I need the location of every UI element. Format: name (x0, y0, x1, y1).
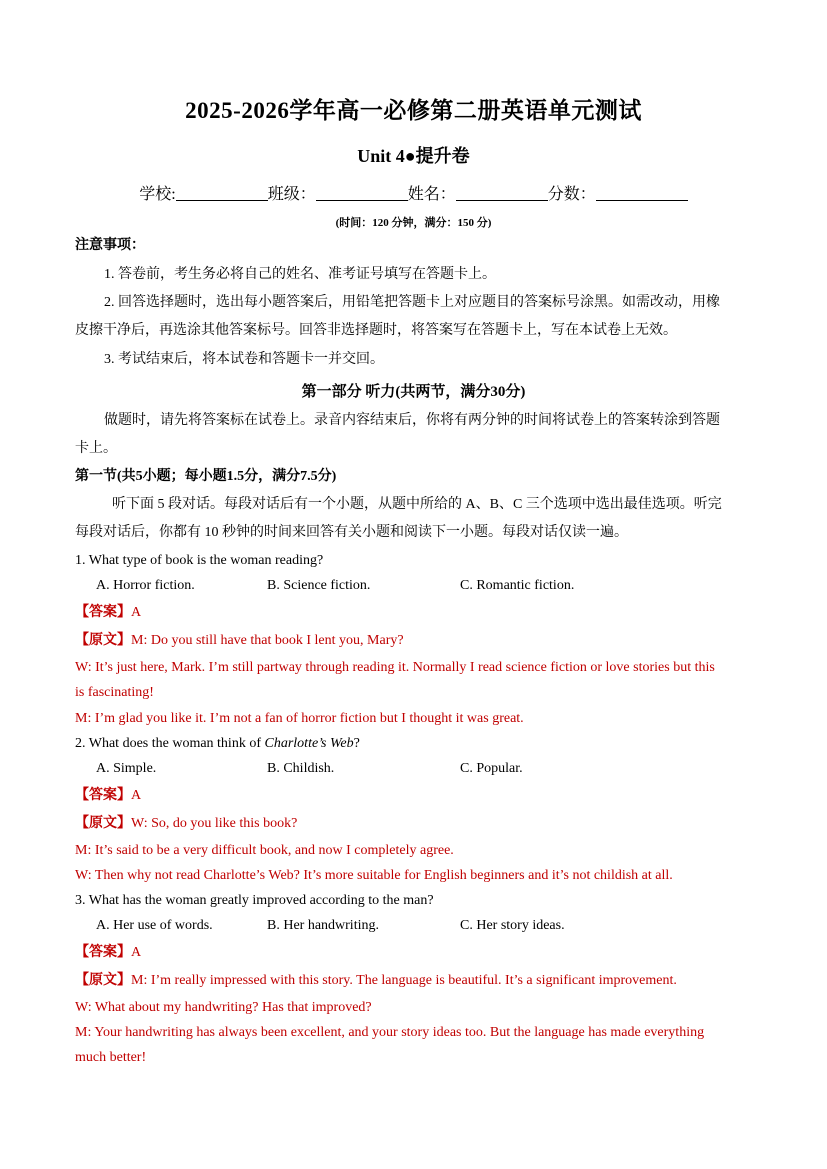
question-1-transcript-line-1 (75, 631, 753, 651)
time-limit: (时间：120 分钟，满分：150 分) (335, 217, 492, 229)
question-3-transcript-line-2: W: What about my handwriting? Has that improved? (75, 1000, 372, 1015)
question-2-answer (75, 786, 753, 806)
notes-item-2-line-1: 2. 回答选择题时，选出每小题答案后，用铅笔把答题卡上对应题目的答案标号涂黑。如需改动，用橡 (104, 295, 720, 310)
student-info-row (0, 181, 827, 204)
question-1-transcript-line-3: is fascinating! (75, 685, 154, 700)
question-2-transcript-line-1 (75, 814, 753, 834)
question-1-answer (75, 603, 753, 623)
answer-label: 【答案】 (75, 788, 131, 803)
transcript-text: W: So, do you like this book? (131, 816, 298, 831)
section1-instruction-line-1: 听下面 5 段对话。每段对话后有一个小题，从题中所给的 A、B、C 三个选项中选出最佳选项。听完 (112, 497, 722, 512)
part1-heading: 第一部分 听力(共两节，满分30分) (301, 384, 526, 400)
question-3-answer (75, 943, 753, 963)
transcript-text: M: Do you still have that book I lent you, Mary? (131, 633, 404, 648)
name-label: 姓名： (407, 186, 456, 203)
score-blank[interactable] (596, 184, 688, 201)
school-blank[interactable] (176, 184, 268, 201)
answer-value: A (131, 605, 142, 620)
question-2-transcript-line-3: W: Then why not read Charlotte’s Web? It’s more suitable for English beginners and it’s not childish at all. (75, 868, 673, 883)
notes-item-2-line-2: 皮擦干净后，再选涂其他答案标号。回答非选择题时，将答案写在答题卡上，写在本试卷上无效。 (75, 323, 677, 338)
question-2-stem-prefix: 2. What does the woman think of (75, 736, 265, 751)
transcript-label: 【原文】 (75, 973, 131, 988)
question-2-stem (75, 734, 753, 754)
answer-label: 【答案】 (75, 945, 131, 960)
class-label: 班级： (267, 186, 316, 203)
question-2-stem-suffix: ? (353, 736, 360, 751)
question-1-option-a[interactable]: A. Horror fiction. (96, 578, 195, 593)
question-2-transcript-line-2: M: It’s said to be a very difficult book, and now I completely agree. (75, 843, 454, 858)
class-blank[interactable] (316, 184, 408, 201)
question-1-transcript-line-4: M: I’m glad you like it. I’m not a fan of horror fiction but I thought it was great. (75, 711, 524, 726)
question-3-option-c[interactable]: C. Her story ideas. (460, 918, 565, 933)
question-3-transcript-line-1 (75, 971, 753, 991)
transcript-label: 【原文】 (75, 633, 131, 648)
question-3-transcript-line-3: M: Your handwriting has always been excellent, and your story ideas too. But the language has made everything (75, 1025, 705, 1040)
school-label: 学校: (139, 186, 176, 203)
question-3-stem: 3. What has the woman greatly improved according to the man? (75, 893, 434, 908)
section1-heading: 第一节(共5小题；每小题1.5分，满分7.5分) (75, 469, 337, 484)
notes-heading: 注意事项： (75, 238, 145, 253)
exam-subtitle: Unit 4●提升卷 (357, 146, 470, 166)
question-2-option-c[interactable]: C. Popular. (460, 761, 523, 776)
part1-intro-line-1: 做题时，请先将答案标在试卷上。录音内容结束后，你将有两分钟的时间将试卷上的答案转涂到答题 (104, 413, 720, 428)
question-1-option-b[interactable]: B. Science fiction. (267, 578, 371, 593)
answer-label: 【答案】 (75, 605, 131, 620)
question-1-option-c[interactable]: C. Romantic fiction. (460, 578, 575, 593)
question-2-option-a[interactable]: A. Simple. (96, 761, 157, 776)
notes-item-1: 1. 答卷前，考生务必将自己的姓名、准考证号填写在答题卡上。 (104, 267, 496, 282)
score-label: 分数： (547, 186, 596, 203)
question-1-transcript-line-2: W: It’s just here, Mark. I’m still partway through reading it. Normally I read science fiction or love stories but this (75, 660, 715, 675)
section1-instruction-line-2: 每段对话后，你都有 10 秒钟的时间来回答有关小题和阅读下一小题。每段对话仅读一遍。 (75, 525, 628, 540)
answer-value: A (131, 788, 142, 803)
name-blank[interactable] (456, 184, 548, 201)
transcript-text: M: I’m really impressed with this story. The language is beautiful. It’s a significant improvement. (131, 973, 677, 988)
exam-title: 2025-2026学年高一必修第二册英语单元测试 (185, 98, 642, 123)
notes-item-3: 3. 考试结束后，将本试卷和答题卡一并交回。 (104, 352, 384, 367)
question-3-option-a[interactable]: A. Her use of words. (96, 918, 213, 933)
question-1-stem: 1. What type of book is the woman reading? (75, 553, 324, 568)
question-2-option-b[interactable]: B. Childish. (267, 761, 335, 776)
answer-value: A (131, 945, 142, 960)
question-2-book-title: Charlotte’s Web (264, 736, 354, 751)
question-3-option-b[interactable]: B. Her handwriting. (267, 918, 379, 933)
question-3-transcript-line-4: much better! (75, 1050, 147, 1065)
part1-intro-line-2: 卡上。 (75, 441, 117, 456)
transcript-label: 【原文】 (75, 816, 131, 831)
